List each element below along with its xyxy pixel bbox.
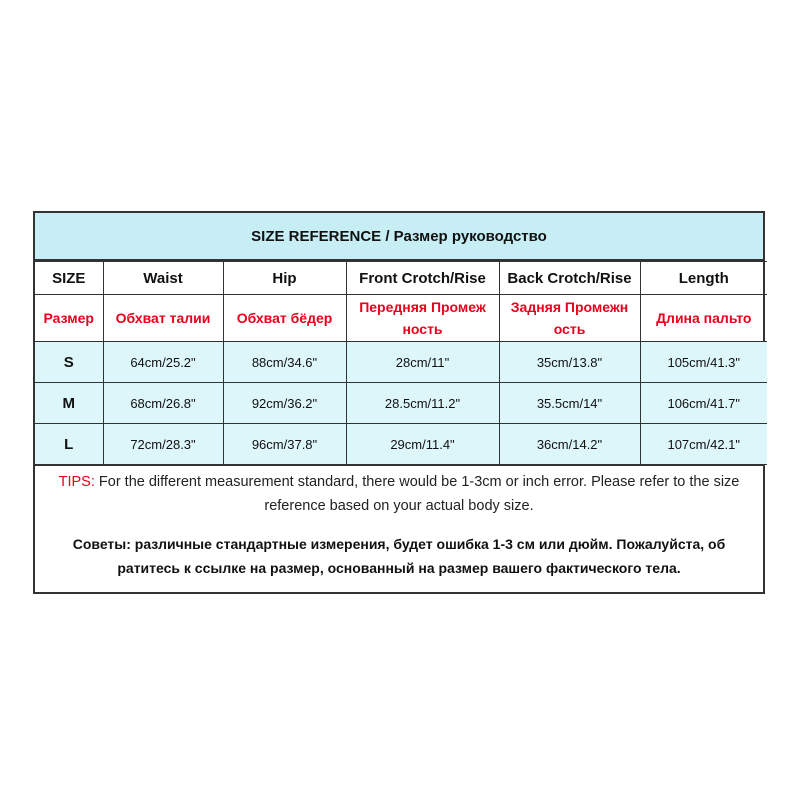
header-row-en	[35, 262, 767, 295]
length-cell: 107cm/42.1"	[640, 424, 767, 465]
header-ru-hip: Обхват бёдер	[223, 295, 346, 342]
size-cell: M	[35, 383, 103, 424]
length-cell: 106cm/41.7"	[640, 383, 767, 424]
back-crotch-cell: 36cm/14.2"	[499, 424, 640, 465]
waist-cell: 68cm/26.8"	[103, 383, 223, 424]
hip-cell: 96cm/37.8"	[223, 424, 346, 465]
header-hip: Hip	[223, 262, 346, 295]
front-crotch-cell: 28cm/11"	[346, 342, 499, 383]
front-crotch-cell: 29cm/11.4"	[346, 424, 499, 465]
header-ru-front-crotch: Передняя Промеж ность	[346, 295, 499, 342]
waist-cell: 64cm/25.2"	[103, 342, 223, 383]
header-length: Length	[640, 262, 767, 295]
hip-cell: 92cm/36.2"	[223, 383, 346, 424]
header-waist: Waist	[103, 262, 223, 295]
tips-english	[35, 465, 763, 526]
tips-russian: Советы: различные стандартные измерения, будет ошибка 1-3 см или дюйм. Пожалуйста, об ратитесь к ссылке на размер, основанный на размер вашего фактического тела.	[72, 536, 726, 576]
size-cell: L	[35, 424, 103, 465]
header-size: SIZE	[35, 262, 103, 295]
back-crotch-cell: 35cm/13.8"	[499, 342, 640, 383]
length-cell: 105cm/41.3"	[640, 342, 767, 383]
header-ru-back-crotch: Задняя Промежн ость	[499, 295, 640, 342]
size-cell: S	[35, 342, 103, 383]
back-crotch-cell: 35.5cm/14"	[499, 383, 640, 424]
header-back-crotch: Back Crotch/Rise	[499, 262, 640, 295]
table-row	[35, 424, 767, 465]
tips-label: TIPS:	[58, 474, 95, 490]
hip-cell: 88cm/34.6"	[223, 342, 346, 383]
size-table	[35, 261, 767, 465]
front-crotch-cell: 28.5cm/11.2"	[346, 383, 499, 424]
header-ru-length: Длина пальто	[640, 295, 767, 342]
waist-cell: 72cm/28.3"	[103, 424, 223, 465]
header-ru-size: Размер	[35, 295, 103, 342]
chart-title: SIZE REFERENCE / Размер руководство	[35, 213, 763, 261]
table-row	[35, 342, 767, 383]
tips-english-text: For the different measurement standard, there would be 1-3cm or inch error. Please refer to the size reference based on your actual body size.	[94, 474, 740, 514]
header-front-crotch: Front Crotch/Rise	[346, 262, 499, 295]
header-ru-waist: Обхват талии	[103, 295, 223, 342]
header-row-ru	[35, 295, 767, 342]
size-chart	[33, 211, 765, 594]
table-row	[35, 383, 767, 424]
